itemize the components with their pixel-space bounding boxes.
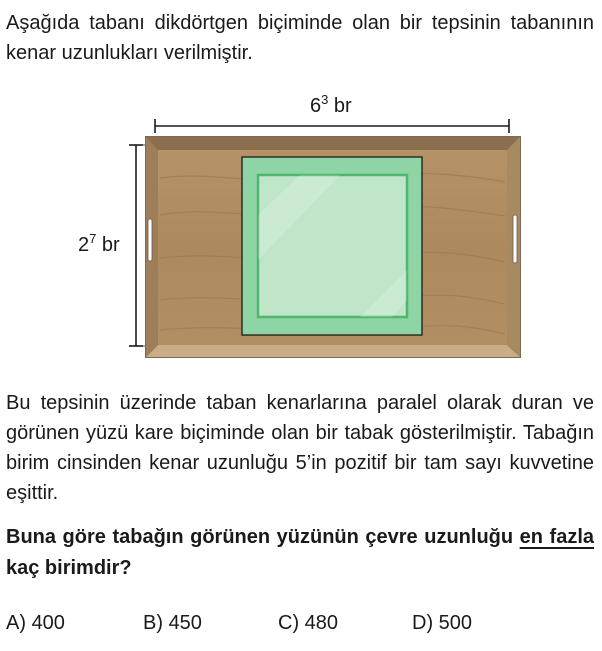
square-plate <box>242 157 422 335</box>
tray-handle-left <box>148 219 152 261</box>
intro-text: Aşağıda tabanı dikdörtgen biçiminde olan bir tepsinin tabanının kenar uzunlukları verilmiştir. <box>6 12 594 64</box>
height-label: $2^7$ br <box>78 231 120 256</box>
answer-options <box>6 608 596 638</box>
width-dimension-line <box>155 119 509 133</box>
tray-handle-right <box>513 215 517 263</box>
option-b[interactable]: B) 450 <box>143 612 202 634</box>
height-dimension-line <box>129 145 143 346</box>
body-text: Bu tepsinin üzerinde taban kenarlarına paralel olarak duran ve görünen yüzü kare biçiminde olan bir tabak gösterilmiştir. Tabağın birim cinsinden kenar uzunluğu 5’in pozitif bir tam sayı kuvvetine eşittir. <box>6 392 594 504</box>
option-c[interactable]: C) 480 <box>278 612 339 634</box>
option-d[interactable]: D) 500 <box>412 612 473 634</box>
option-a[interactable]: A) 400 <box>6 612 65 634</box>
question-emphasis: en fazla <box>519 526 595 548</box>
question-text: Buna göre tabağın görünen yüzünün çevre uzunluğu en fazla kaç birimdir? <box>6 526 595 579</box>
width-label: $6^3$ br <box>310 92 352 117</box>
